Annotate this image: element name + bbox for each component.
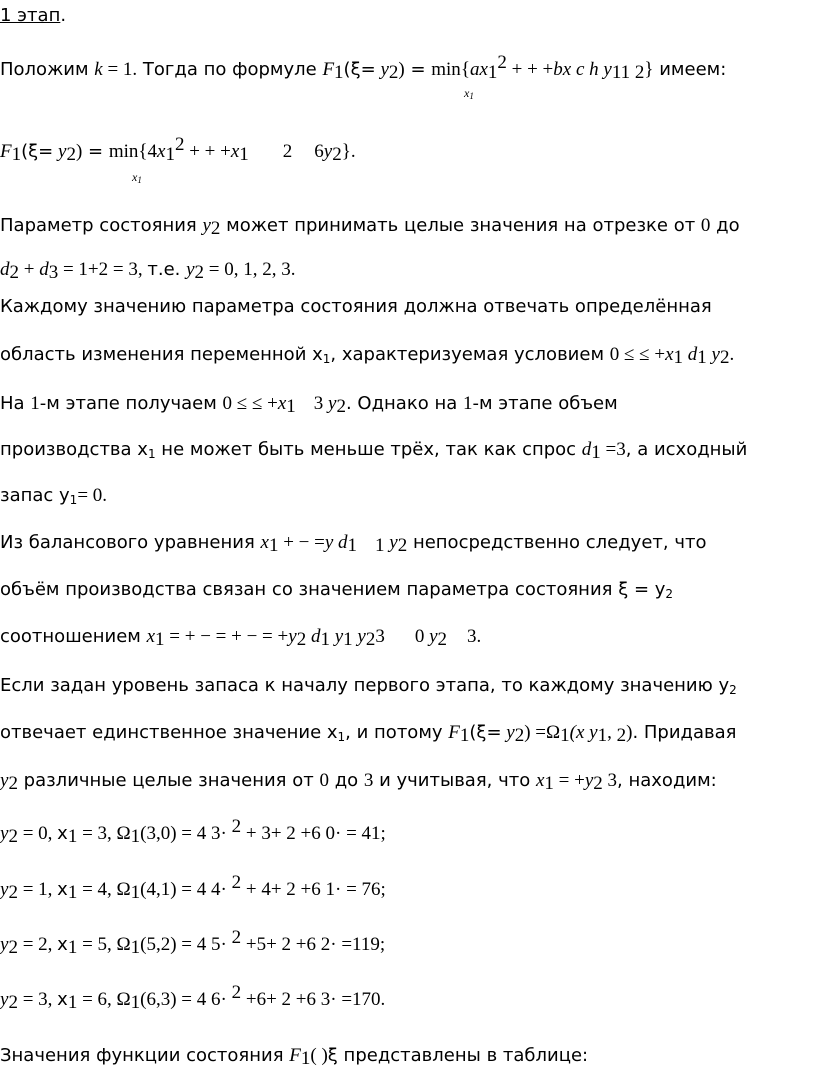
calc-line: $y_2 = 2$, $x_1 = 5$, $\Omega_1(5,2) = 4$ 5· $^2$ +5+ 2 +6 2· =119; — [0, 927, 386, 958]
balance-line-3: соотношением $x_1$ = + − = + − = $+y_2$ $d_1$ $y_1$ $y_23$ 0 $y_2$ 3. — [0, 626, 482, 650]
domain-line-1: Каждому значению параметра состояния должна отвечать определённая — [0, 296, 712, 317]
calc-line: $y_2 = 1$, $x_1 = 4$, $\Omega_1(4,1) = 4$ 4· $^2$ + 4+ 2 +6 1· = 76; — [0, 872, 386, 903]
table-intro: Значения функции состояния $F_1$( )ξ представлены в таблице: — [0, 1045, 589, 1069]
param-line-2: $d_2 + d_3 = 1+2 = 3$, т.е. $y_2 = 0$, 1, 2, 3. — [0, 259, 296, 283]
given-line-2: отвечает единственное значение $x_1$, и потому $F_1(\xi= y_2) =\Omega_1(x$ $y_1$, $_2$). Придавая — [0, 722, 737, 746]
param-line-1: Параметр состояния $y_2$ может принимать целые значения на отрезке от 0 до — [0, 215, 740, 239]
min-subscript-1: $x_1$ — [464, 86, 474, 101]
calc-line: $y_2 = 0$, $x_1 = 3$, $\Omega_1(3,0) = 4$ 3· $^2$ + 3+ 2 +6 0· = 41; — [0, 816, 386, 847]
formula-line-1: Положим k = 1. Тогда по формуле $F_1(\xi= y_2) = \min\{ax_1^2$ + + +bx c h $y_{11 2}$} имеем: — [0, 52, 727, 83]
balance-line-1: Из балансового уравнения $x_1$ + − =y $d_1$ $_1$ $y_2$ непосредственно следует, что — [0, 532, 707, 556]
stage1-line-3: запас $y_1= 0$. — [0, 485, 108, 507]
domain-line-2: область изменения переменной $x_1$, характеризуемая условием 0 ≤ ≤ $+x_1$ $d_1$ $y_2$. — [0, 344, 735, 368]
stage1-line-1: На 1-м этапе получаем 0 ≤ ≤ $+x_1$ 3 $y_2$. Однако на 1-м этапе объем — [0, 393, 618, 417]
stage1-line-2: производства $x_1$ не может быть меньше трёх, так как спрос $d_1 =3$, а исходный — [0, 439, 748, 463]
given-line-1: Если задан уровень запаса к началу первого этапа, то каждому значению $y_2$ — [0, 675, 737, 697]
min-subscript-2: $x_1$ — [132, 170, 142, 185]
stage-heading: 1 этап. — [0, 5, 67, 26]
formula-line-2: $F_1(\xi= y_2) = \min\{4x_1^2$ + + $+x_1$ 2 $6y_2$}. — [0, 134, 356, 165]
calc-line: $y_2 = 3$, $x_1 = 6$, $\Omega_1(6,3) = 4$ 6· $^2$ +6+ 2 +6 3· =170. — [0, 982, 386, 1013]
balance-line-2: объём производства связан со значением параметра состояния $\xi = y_2$ — [0, 579, 674, 601]
given-line-3: $y_2$ различные целые значения от 0 до 3 и учитывая, что $x_1 = +y_2$ 3, находим: — [0, 770, 717, 794]
